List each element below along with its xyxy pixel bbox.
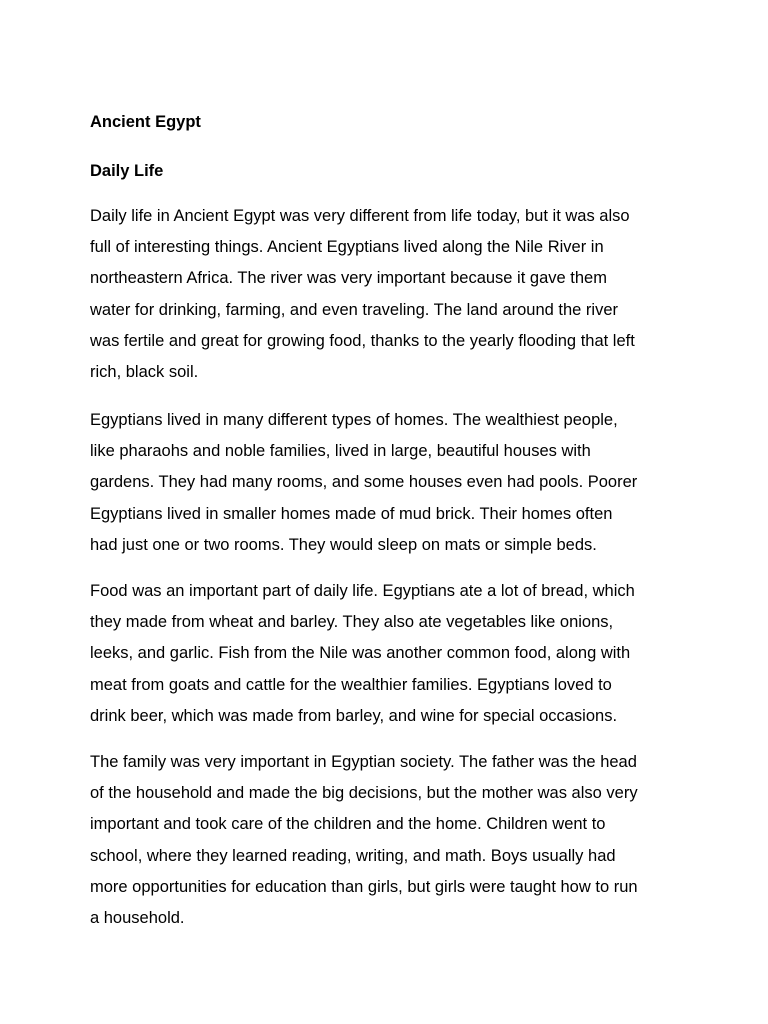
paragraph-line: was fertile and great for growing food, thanks to the yearly flooding that left xyxy=(90,331,635,350)
paragraph-daily-life-intro xyxy=(90,201,690,388)
paragraph-line: Daily life in Ancient Egypt was very different from life today, but it was also xyxy=(90,207,630,225)
section-heading: Daily Life xyxy=(90,162,164,180)
paragraph-line: The family was very important in Egyptian society. The father was the head xyxy=(90,753,637,771)
paragraph-line: school, where they learned reading, writing, and math. Boys usually had xyxy=(90,846,616,865)
paragraph-line: full of interesting things. Ancient Egyptians lived along the Nile River in xyxy=(90,238,604,257)
paragraph-line: Egyptians lived in many different types of homes. The wealthiest people, xyxy=(90,411,618,429)
paragraph-line: of the household and made the big decisions, but the mother was also very xyxy=(90,784,638,803)
document-title: Ancient Egypt xyxy=(90,113,201,131)
paragraph-line: they made from wheat and barley. They also ate vegetables like onions, xyxy=(90,613,614,632)
paragraph-line: leeks, and garlic. Fish from the Nile was another common food, along with xyxy=(90,644,631,663)
paragraph-line: rich, black soil. xyxy=(90,363,199,382)
paragraph-line: like pharaohs and noble families, lived in large, beautiful houses with xyxy=(90,442,591,461)
paragraph-line: water for drinking, farming, and even traveling. The land around the river xyxy=(90,300,618,319)
paragraph-line: important and took care of the children and the home. Children went to xyxy=(90,815,606,834)
paragraph-line: meat from goats and cattle for the wealthier families. Egyptians loved to xyxy=(90,675,612,694)
paragraph-line: drink beer, which was made from barley, and wine for special occasions. xyxy=(90,706,618,725)
paragraph-line: more opportunities for education than girls, but girls were taught how to run xyxy=(90,877,638,896)
paragraph-family xyxy=(90,747,690,934)
paragraph-food xyxy=(90,576,690,732)
paragraph-line: Food was an important part of daily life. Egyptians ate a lot of bread, which xyxy=(90,582,635,600)
paragraph-homes xyxy=(90,405,690,561)
paragraph-line: a household. xyxy=(90,909,185,928)
paragraph-line: had just one or two rooms. They would sleep on mats or simple beds. xyxy=(90,535,597,554)
paragraph-line: Egyptians lived in smaller homes made of mud brick. Their homes often xyxy=(90,504,613,523)
paragraph-line: northeastern Africa. The river was very important because it gave them xyxy=(90,269,607,288)
paragraph-line: gardens. They had many rooms, and some houses even had pools. Poorer xyxy=(90,473,638,492)
